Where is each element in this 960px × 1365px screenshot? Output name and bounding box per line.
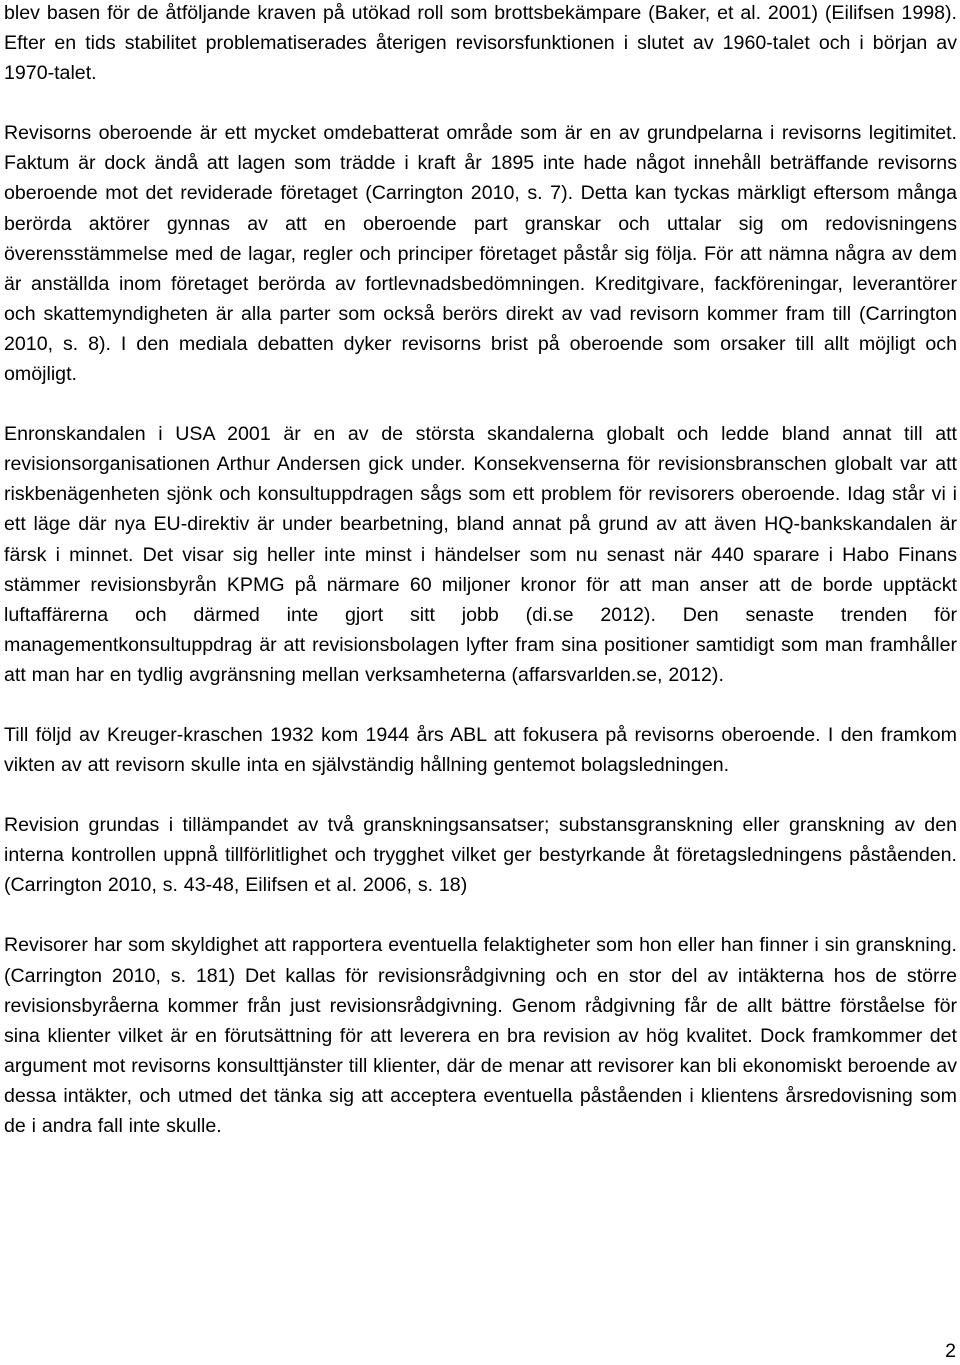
paragraph-6: Revisorer har som skyldighet att rapportera eventuella felaktigheter som hon eller han finner i sin granskning. (Carrington 2010, s. 181) Det kallas för revisionsrådgivning och en stor del av intäkterna hos de större revisionsbyråerna kommer från just revisionsrådgivning. Genom rådgivning får de allt bättre förståelse för sina klienter vilket är en förutsättning för att leverera en bra revision av hög kvalitet. Dock framkommer det argument mot revisorns konsulttjänster till klienter, där de menar att revisorer kan bli ekonomiskt beroende av dessa intäkter, och utmed det tänka sig att acceptera eventuella påståenden i klientens årsredovisning som de i andra fall inte skulle. — [4, 934, 957, 1137]
body-text — [4, 0, 957, 1171]
paragraph-5: Revision grundas i tillämpandet av två granskningsansatser; substansgranskning eller granskning av den interna kontrollen uppnå tillförlitlighet och trygghet vilket ger bestyrkande åt företagsledningens påståenden. (Carrington 2010, s. 43-48, Eilifsen et al. 2006, s. 18) — [4, 814, 957, 897]
paragraph-2: Revisorns oberoende är ett mycket omdebatterat område som är en av grundpelarna i revisorns legitimitet. Faktum är dock ändå att lagen som trädde i kraft år 1895 inte hade något innehåll beträffande revisorns oberoende mot det reviderade företaget (Carrington 2010, s. 7). Detta kan tyckas märkligt eftersom många berörda aktörer gynnas av att en oberoende part granskar och uttalar sig om redovisningens överensstämmelse med de lagar, regler och principer företaget påstår sig följa. För att nämna några av dem är anställda inom företaget berörda av fortlevnadsbedömningen. Kreditgivare, fackföreningar, leverantörer och skattemyndigheten är alla parter som också berörs direkt av vad revisorn kommer fram till (Carrington 2010, s. 8). I den mediala debatten dyker revisorns brist på oberoende som orsaker till allt möjligt och omöjligt. — [4, 122, 957, 386]
paragraph-1: blev basen för de åtföljande kraven på utökad roll som brottsbekämpare (Baker, et al. 2001) (Eilifsen 1998). Efter en tids stabilitet problematiserades återigen revisorsfunktionen i slutet av 1960-talet och i början av 1970-talet. — [4, 2, 957, 85]
page-number: 2 — [945, 1340, 956, 1362]
paragraph-3: Enronskandalen i USA 2001 är en av de största skandalerna globalt och ledde bland annat till att revisionsorganisationen Arthur Andersen gick under. Konsekvenserna för revisionsbranschen globalt var att riskbenägenheten sjönk och konsultuppdragen sågs som ett problem för revisorers oberoende. Idag står vi i ett läge där nya EU-direktiv är under bearbetning, bland annat på grund av att även HQ-bankskandalen är färsk i minnet. Det visar sig heller inte minst i händelser som nu senast när 440 sparare i Habo Finans stämmer revisionsbyrån KPMG på närmare 60 miljoner kronor för att man anser att de borde upptäckt luftaffärerna och därmed inte gjort sitt jobb (di.se 2012). Den senaste trenden för managementkonsultuppdrag är att revisionsbolagen lyfter fram sina positioner samtidigt som man framhåller att man har en tydlig avgränsning mellan verksamheterna (affarsvarlden.se, 2012). — [4, 423, 957, 686]
paragraph-4: Till följd av Kreuger-kraschen 1932 kom 1944 års ABL att fokusera på revisorns oberoende. I den framkom vikten av att revisorn skulle inta en självständig hållning gentemot bolagsledningen. — [4, 723, 957, 777]
